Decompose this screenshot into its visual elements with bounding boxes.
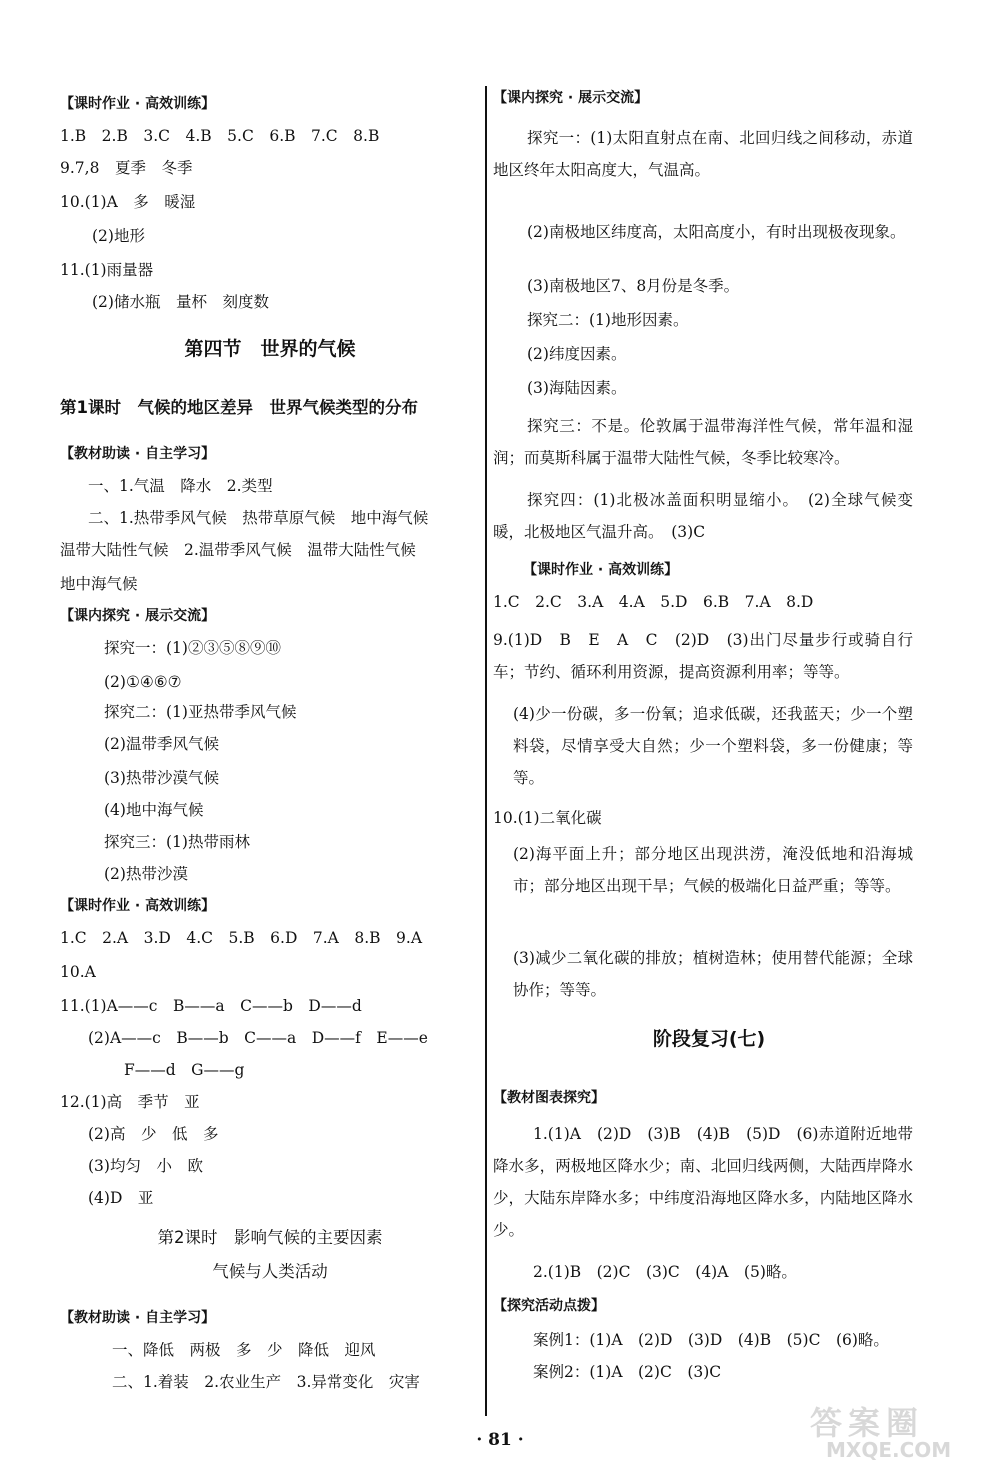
answer-paragraph: (2)海平面上升；部分地区出现洪涝，淹没低地和沿海城市；部分地区出现干旱；气候的极端化日益严重；等等。 xyxy=(513,845,913,895)
answer-line: 温带大陆性气候 2.温带季风气候 温带大陆性气候 xyxy=(60,541,416,559)
section-heading: 第四节 世界的气候 xyxy=(184,338,356,360)
column-divider xyxy=(485,86,487,1416)
answer-paragraph: (2)南极地区纬度高，太阳高度小，有时出现极夜现象。 xyxy=(527,223,906,241)
answer-line: (3)海陆因素。 xyxy=(527,379,627,397)
answer-paragraph: 1.(1)A (2)D (3)B (4)B (5)D (6)赤道附近地带降水多，两极地区降水少；南、北回归线两侧，大陆西岸降水少，大陆东岸降水多；中纬度沿海地区降水多，内陆地区降水少。 xyxy=(493,1125,913,1239)
section-label: 【课时作业 · 高效训练】 xyxy=(60,96,216,112)
answer-line: (2)A——c B——b C——a D——f E——e xyxy=(88,1029,428,1047)
answer-line: 探究一：(1)②③⑤⑧⑨⑩ xyxy=(104,639,281,657)
answer-line: (2)高 少 低 多 xyxy=(88,1125,219,1143)
lesson-heading: 第2课时 影响气候的主要因素 xyxy=(157,1228,383,1247)
answer-line: 10.A xyxy=(60,963,96,981)
answer-line: 二、1.着装 2.农业生产 3.异常变化 灾害 xyxy=(112,1373,420,1391)
answer-line: (3)热带沙漠气候 xyxy=(104,769,219,787)
section-heading: 阶段复习(七) xyxy=(652,1028,766,1050)
answer-line: 1.B 2.B 3.C 4.B 5.C 6.B 7.C 8.B xyxy=(60,127,380,145)
section-label: 【教材助读 · 自主学习】 xyxy=(60,446,216,462)
lesson-heading: 第1课时 气候的地区差异 世界气候类型的分布 xyxy=(60,398,418,417)
answer-line: 11.(1)A——c B——a C——b D——d xyxy=(60,997,362,1015)
answer-line: 探究二：(1)亚热带季风气候 xyxy=(104,703,297,721)
watermark-logo xyxy=(800,1398,990,1462)
answer-paragraph: (4)少一份碳，多一份氧；追求低碳，还我蓝天；少一个塑料袋，尽情享受大自然；少一个塑料袋，多一份健康；等等。 xyxy=(513,705,913,787)
answer-line: 11.(1)雨量器 xyxy=(60,261,154,279)
answer-line: (2)热带沙漠 xyxy=(104,865,188,883)
answer-line: 探究二：(1)地形因素。 xyxy=(527,311,689,329)
watermark-url: MXQE.COM xyxy=(826,1438,952,1462)
answer-line: (2)纬度因素。 xyxy=(527,345,627,363)
answer-line: 12.(1)高 季节 亚 xyxy=(60,1093,200,1111)
answer-line: 9.7,8 夏季 冬季 xyxy=(60,159,193,177)
answer-line: 1.C 2.A 3.D 4.C 5.B 6.D 7.A 8.B 9.A xyxy=(60,929,423,947)
answer-line: (4)地中海气候 xyxy=(104,801,204,819)
answer-line: 10.(1)A 多 暖湿 xyxy=(60,193,196,211)
answer-line: 10.(1)二氧化碳 xyxy=(493,809,602,827)
answer-line: (2)地形 xyxy=(92,227,145,245)
watermark-text: 答案圈 xyxy=(810,1404,925,1442)
section-label: 【教材助读 · 自主学习】 xyxy=(60,1310,216,1326)
answer-line: 二、1.热带季风气候 热带草原气候 地中海气候 xyxy=(88,509,429,527)
answer-line: 1.C 2.C 3.A 4.A 5.D 6.B 7.A 8.D xyxy=(493,593,814,611)
answer-line: (3)南极地区7、8月份是冬季。 xyxy=(527,277,740,295)
answer-line: F——d G——g xyxy=(124,1061,245,1079)
answer-line: (2)①④⑥⑦ xyxy=(104,673,182,691)
section-label: 【课时作业 · 高效训练】 xyxy=(523,562,679,578)
answer-line: (2)温带季风气候 xyxy=(104,735,219,753)
answer-paragraph: 探究一：(1)太阳直射点在南、北回归线之间移动，赤道地区终年太阳高度大，气温高。 xyxy=(493,129,913,179)
page-number: · 81 · xyxy=(476,1430,524,1450)
answer-line: (4)D 亚 xyxy=(88,1189,154,1207)
section-label: 【课内探究 · 展示交流】 xyxy=(493,90,649,106)
section-label: 【探究活动点拨】 xyxy=(493,1298,605,1314)
section-label: 【课内探究 · 展示交流】 xyxy=(60,608,216,624)
answer-paragraph: 9.(1)D B E A C (2)D (3)出门尽量步行或骑自行车；节约、循环利用资源，提高资源利用率；等等。 xyxy=(493,631,913,681)
answer-paragraph: 探究四：(1)北极冰盖面积明显缩小。 (2)全球气候变暖，北极地区气温升高。 (3)C xyxy=(493,491,913,541)
answer-line: (3)均匀 小 欧 xyxy=(88,1157,203,1175)
section-label: 【教材图表探究】 xyxy=(493,1090,605,1106)
answer-paragraph: (3)减少二氧化碳的排放；植树造林；使用替代能源；全球协作；等等。 xyxy=(513,949,913,999)
answer-line: 2.(1)B (2)C (3)C (4)A (5)略。 xyxy=(533,1263,797,1281)
answer-line: 探究三：(1)热带雨林 xyxy=(104,833,250,851)
answer-line: 一、1.气温 降水 2.类型 xyxy=(88,477,273,495)
section-label: 【课时作业 · 高效训练】 xyxy=(60,898,216,914)
answer-line: 案例1：(1)A (2)D (3)D (4)B (5)C (6)略。 xyxy=(533,1331,889,1349)
lesson-heading: 气候与人类活动 xyxy=(212,1262,328,1281)
answer-line: 地中海气候 xyxy=(60,575,138,593)
answer-line: 案例2：(1)A (2)C (3)C xyxy=(533,1363,722,1381)
answer-line: (2)储水瓶 量杯 刻度数 xyxy=(92,293,269,311)
answer-line: 一、降低 两极 多 少 降低 迎风 xyxy=(112,1341,376,1359)
answer-paragraph: 探究三：不是。伦敦属于温带海洋性气候，常年温和湿润；而莫斯科属于温带大陆性气候，冬季比较寒冷。 xyxy=(493,417,913,467)
